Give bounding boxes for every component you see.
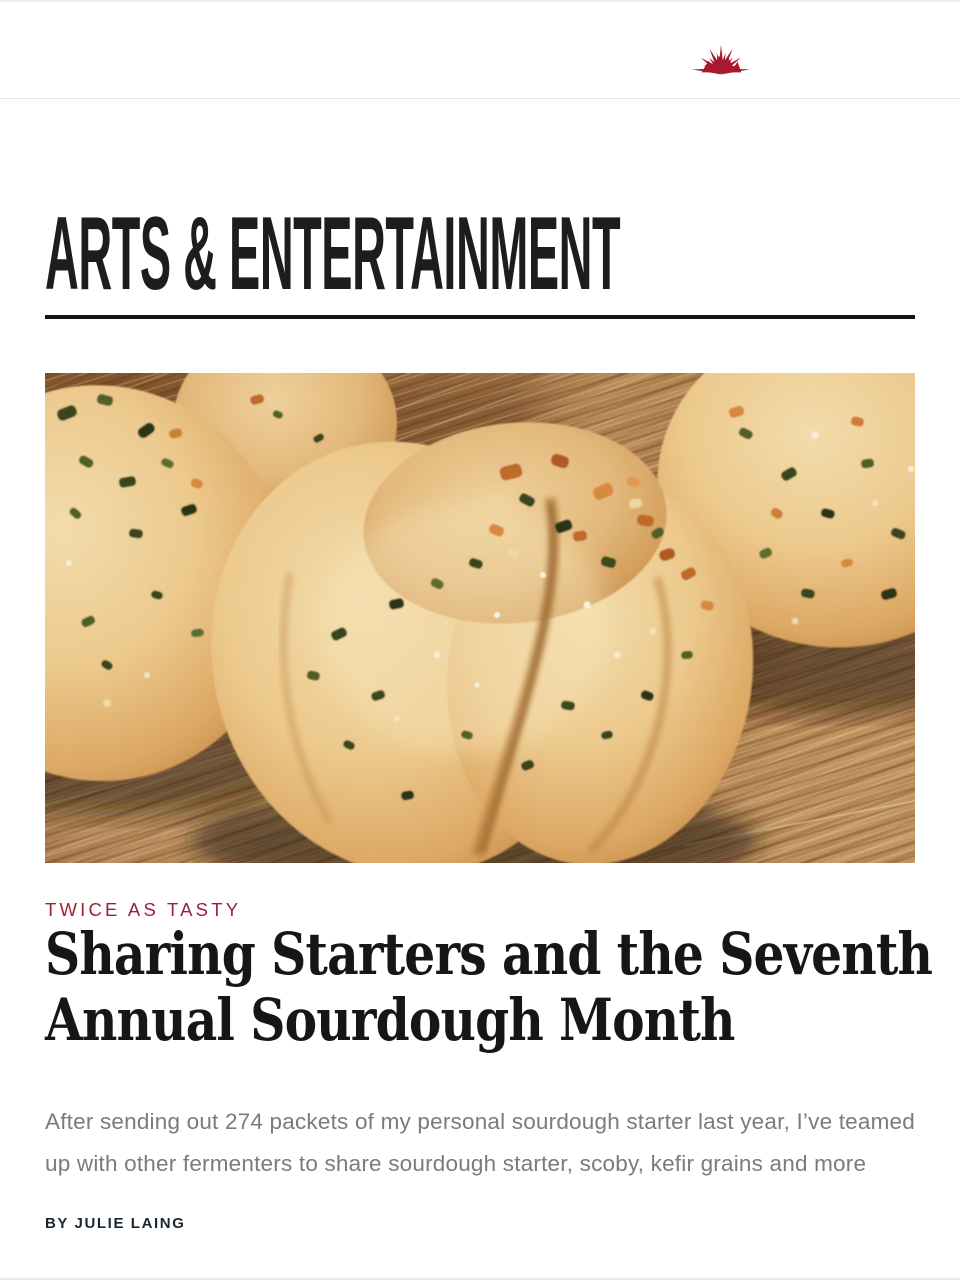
article-title[interactable] <box>45 920 933 1054</box>
article-deck: After sending out 274 packets of my personal sourdough starter last year, I’ve teamed up with other fermenters to share sourdough starter, scoby, kefir grains and more <box>45 1109 915 1177</box>
article-title-line-1: Sharing Starters and the Seventh <box>45 920 933 988</box>
section-divider <box>45 315 915 319</box>
article-photo[interactable] <box>45 373 915 863</box>
main-content <box>0 196 960 1233</box>
sunburst-logo-icon[interactable] <box>689 32 753 76</box>
section-title: ARTS & ENTERTAINMENT <box>45 196 621 312</box>
category-label[interactable]: TWICE AS TASTY <box>45 899 242 920</box>
site-header <box>0 2 960 99</box>
byline[interactable]: BY JULIE LAING <box>45 1215 186 1233</box>
article-title-line-2: Annual Sourdough Month <box>45 986 735 1054</box>
